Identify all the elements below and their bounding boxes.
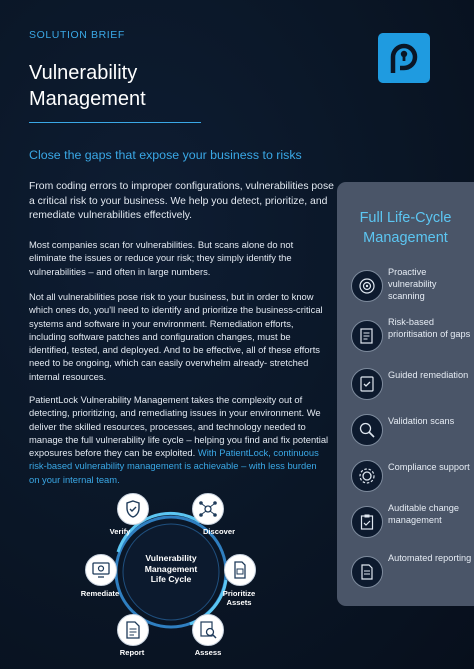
panel-item-label: Automated reporting xyxy=(388,553,472,563)
stage-label-prioritize: Prioritize Assets xyxy=(222,589,256,607)
cycle-center-label xyxy=(130,553,212,585)
subheading: Close the gaps that expose your business to risks xyxy=(29,148,302,162)
intro-paragraph: From coding errors to improper configurations, vulnerabilities pose a critical risk to your business. We help you detect, prioritize, and remediate vulnerabilities effectively. xyxy=(29,181,334,222)
panel-item-label: Guided remediation xyxy=(388,370,469,380)
panel-item-label: Auditable change management xyxy=(388,503,460,525)
eyebrow-label: SOLUTION BRIEF xyxy=(29,29,125,41)
shield-check-icon xyxy=(117,493,149,525)
center-line2: Management xyxy=(144,563,198,574)
paragraph-patientlock-text: PatientLock Vulnerability Management takes the complexity out of detecting, prioritizing, and remediating issues in your environment. We deliver the skilled resources, processes, and technology needed to manage the full vulnerability life cycle – helping you find and fix potential exposures before they can be exploited. xyxy=(29,394,329,459)
panel-title-line2: Management xyxy=(363,230,448,246)
paragraph-scans: Most companies scan for vulnerabilities. But scans alone do not eliminate the issues or reduce your risk; they simply identify the vulnerabilities – and often in large numbers. xyxy=(29,239,294,277)
center-line1: Vulnerability xyxy=(145,553,197,563)
stage-label-discover: Discover xyxy=(202,527,236,536)
network-discover-icon xyxy=(192,493,224,525)
remediate-monitor-icon xyxy=(85,554,117,586)
assess-magnifier-icon xyxy=(192,614,224,646)
stage-label-assess: Assess xyxy=(194,648,222,657)
panel-item-label: Compliance support xyxy=(388,462,470,472)
panel-item-label: Risk-based prioritisation of gaps xyxy=(388,317,471,339)
stage-label-report: Report xyxy=(119,648,145,657)
paragraph-prioritize: Not all vulnerabilities pose risk to your business, but in order to know which ones do, you'll need to identify and prioritize the business-critical systems and software in your environment. Remediation efforts, including software patches and configuration changes, must be identified, tested, and deployed. And to be effective, all of these efforts need to be ongoing, which can easily overwhelm already- stretched internal resources. xyxy=(29,291,323,382)
panel-item-label: Validation scans xyxy=(388,416,455,426)
title-line1: Vulnerability xyxy=(29,62,138,84)
center-line3: Life Cycle xyxy=(150,574,192,584)
stage-label-verify: Verify xyxy=(109,527,131,536)
asset-priority-icon xyxy=(224,554,256,586)
panel-title-line1: Full Life-Cycle xyxy=(359,210,452,226)
title-line2: Management xyxy=(29,88,146,110)
report-icon xyxy=(117,614,149,646)
panel-item-label: Proactive vulnerability scanning xyxy=(388,267,437,301)
paragraph-highlight: With PatientLock, continuous risk-based vulnerability management is achievable – with less burden on your internal team. xyxy=(29,447,319,485)
stage-label-remediate: Remediate xyxy=(80,589,120,598)
